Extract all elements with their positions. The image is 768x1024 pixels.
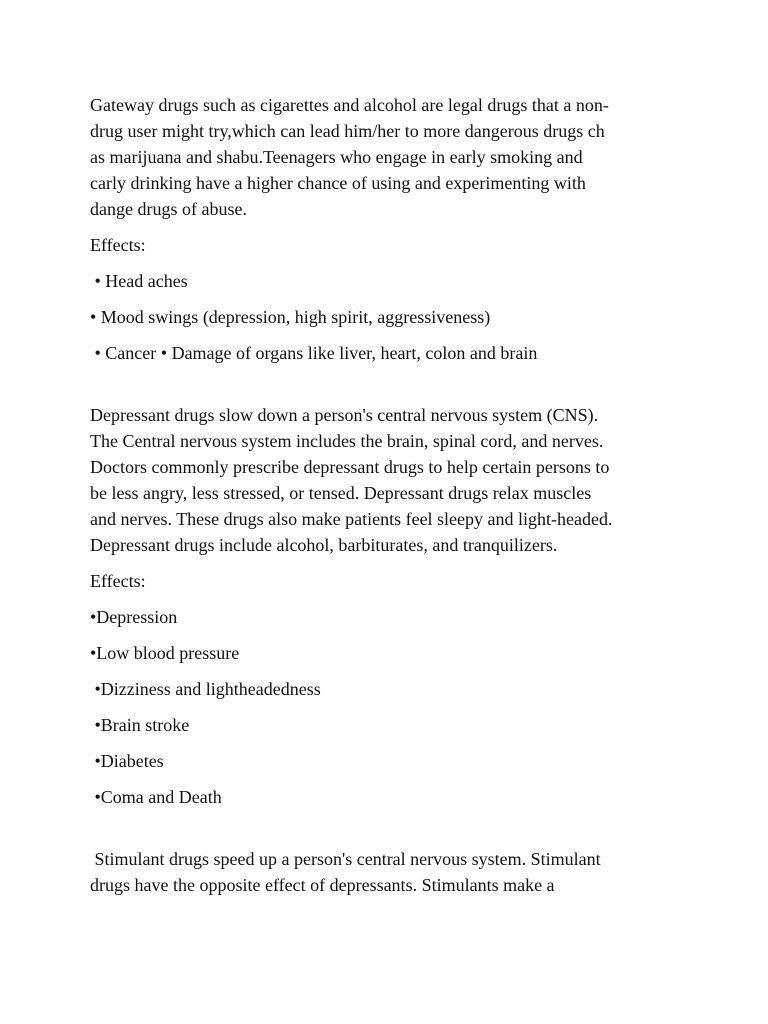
stimulant-drugs-paragraph: [90, 846, 690, 898]
paragraph-line: Gateway drugs such as cigarettes and alcohol are legal drugs that a non-: [90, 95, 609, 115]
paragraph-line: Depressant drugs slow down a person's central nervous system (CNS).: [90, 405, 599, 425]
paragraph-line: The Central nervous system includes the brain, spinal cord, and nerves.: [90, 431, 604, 451]
paragraph-line: Stimulant drugs speed up a person's central nervous system. Stimulant: [90, 849, 601, 869]
document-page: [90, 92, 690, 898]
effect-item: •Diabetes: [90, 751, 164, 771]
effect-item: • Head aches: [90, 271, 188, 291]
paragraph-line: as marijuana and shabu.Teenagers who engage in early smoking and: [90, 147, 583, 167]
effect-item: •Coma and Death: [90, 787, 222, 807]
effect-item: •Low blood pressure: [90, 643, 240, 663]
effect-item: •Depression: [90, 607, 178, 627]
paragraph-line: Doctors commonly prescribe depressant drugs to help certain persons to: [90, 457, 610, 477]
paragraph-line: drug user might try,which can lead him/her to more dangerous drugs ch: [90, 121, 605, 141]
paragraph-line: be less angry, less stressed, or tensed. Depressant drugs relax muscles: [90, 483, 592, 503]
effect-item: •Brain stroke: [90, 715, 190, 735]
paragraph-line: and nerves. These drugs also make patients feel sleepy and light-headed.: [90, 509, 613, 529]
gateway-drugs-paragraph: [90, 92, 690, 222]
paragraph-line: drugs have the opposite effect of depressants. Stimulants make a: [90, 875, 555, 895]
effect-item: • Cancer • Damage of organs like liver, heart, colon and brain: [90, 343, 538, 363]
effect-item: • Mood swings (depression, high spirit, aggressiveness): [90, 307, 491, 327]
paragraph-line: carly drinking have a higher chance of using and experimenting with: [90, 173, 586, 193]
depressant-drugs-paragraph: [90, 402, 690, 558]
effects-label: Effects:: [90, 235, 146, 255]
paragraph-line: Depressant drugs include alcohol, barbiturates, and tranquilizers.: [90, 535, 558, 555]
effect-item: •Dizziness and lightheadedness: [90, 679, 321, 699]
effects-label: Effects:: [90, 571, 146, 591]
paragraph-line: dange drugs of abuse.: [90, 199, 247, 219]
